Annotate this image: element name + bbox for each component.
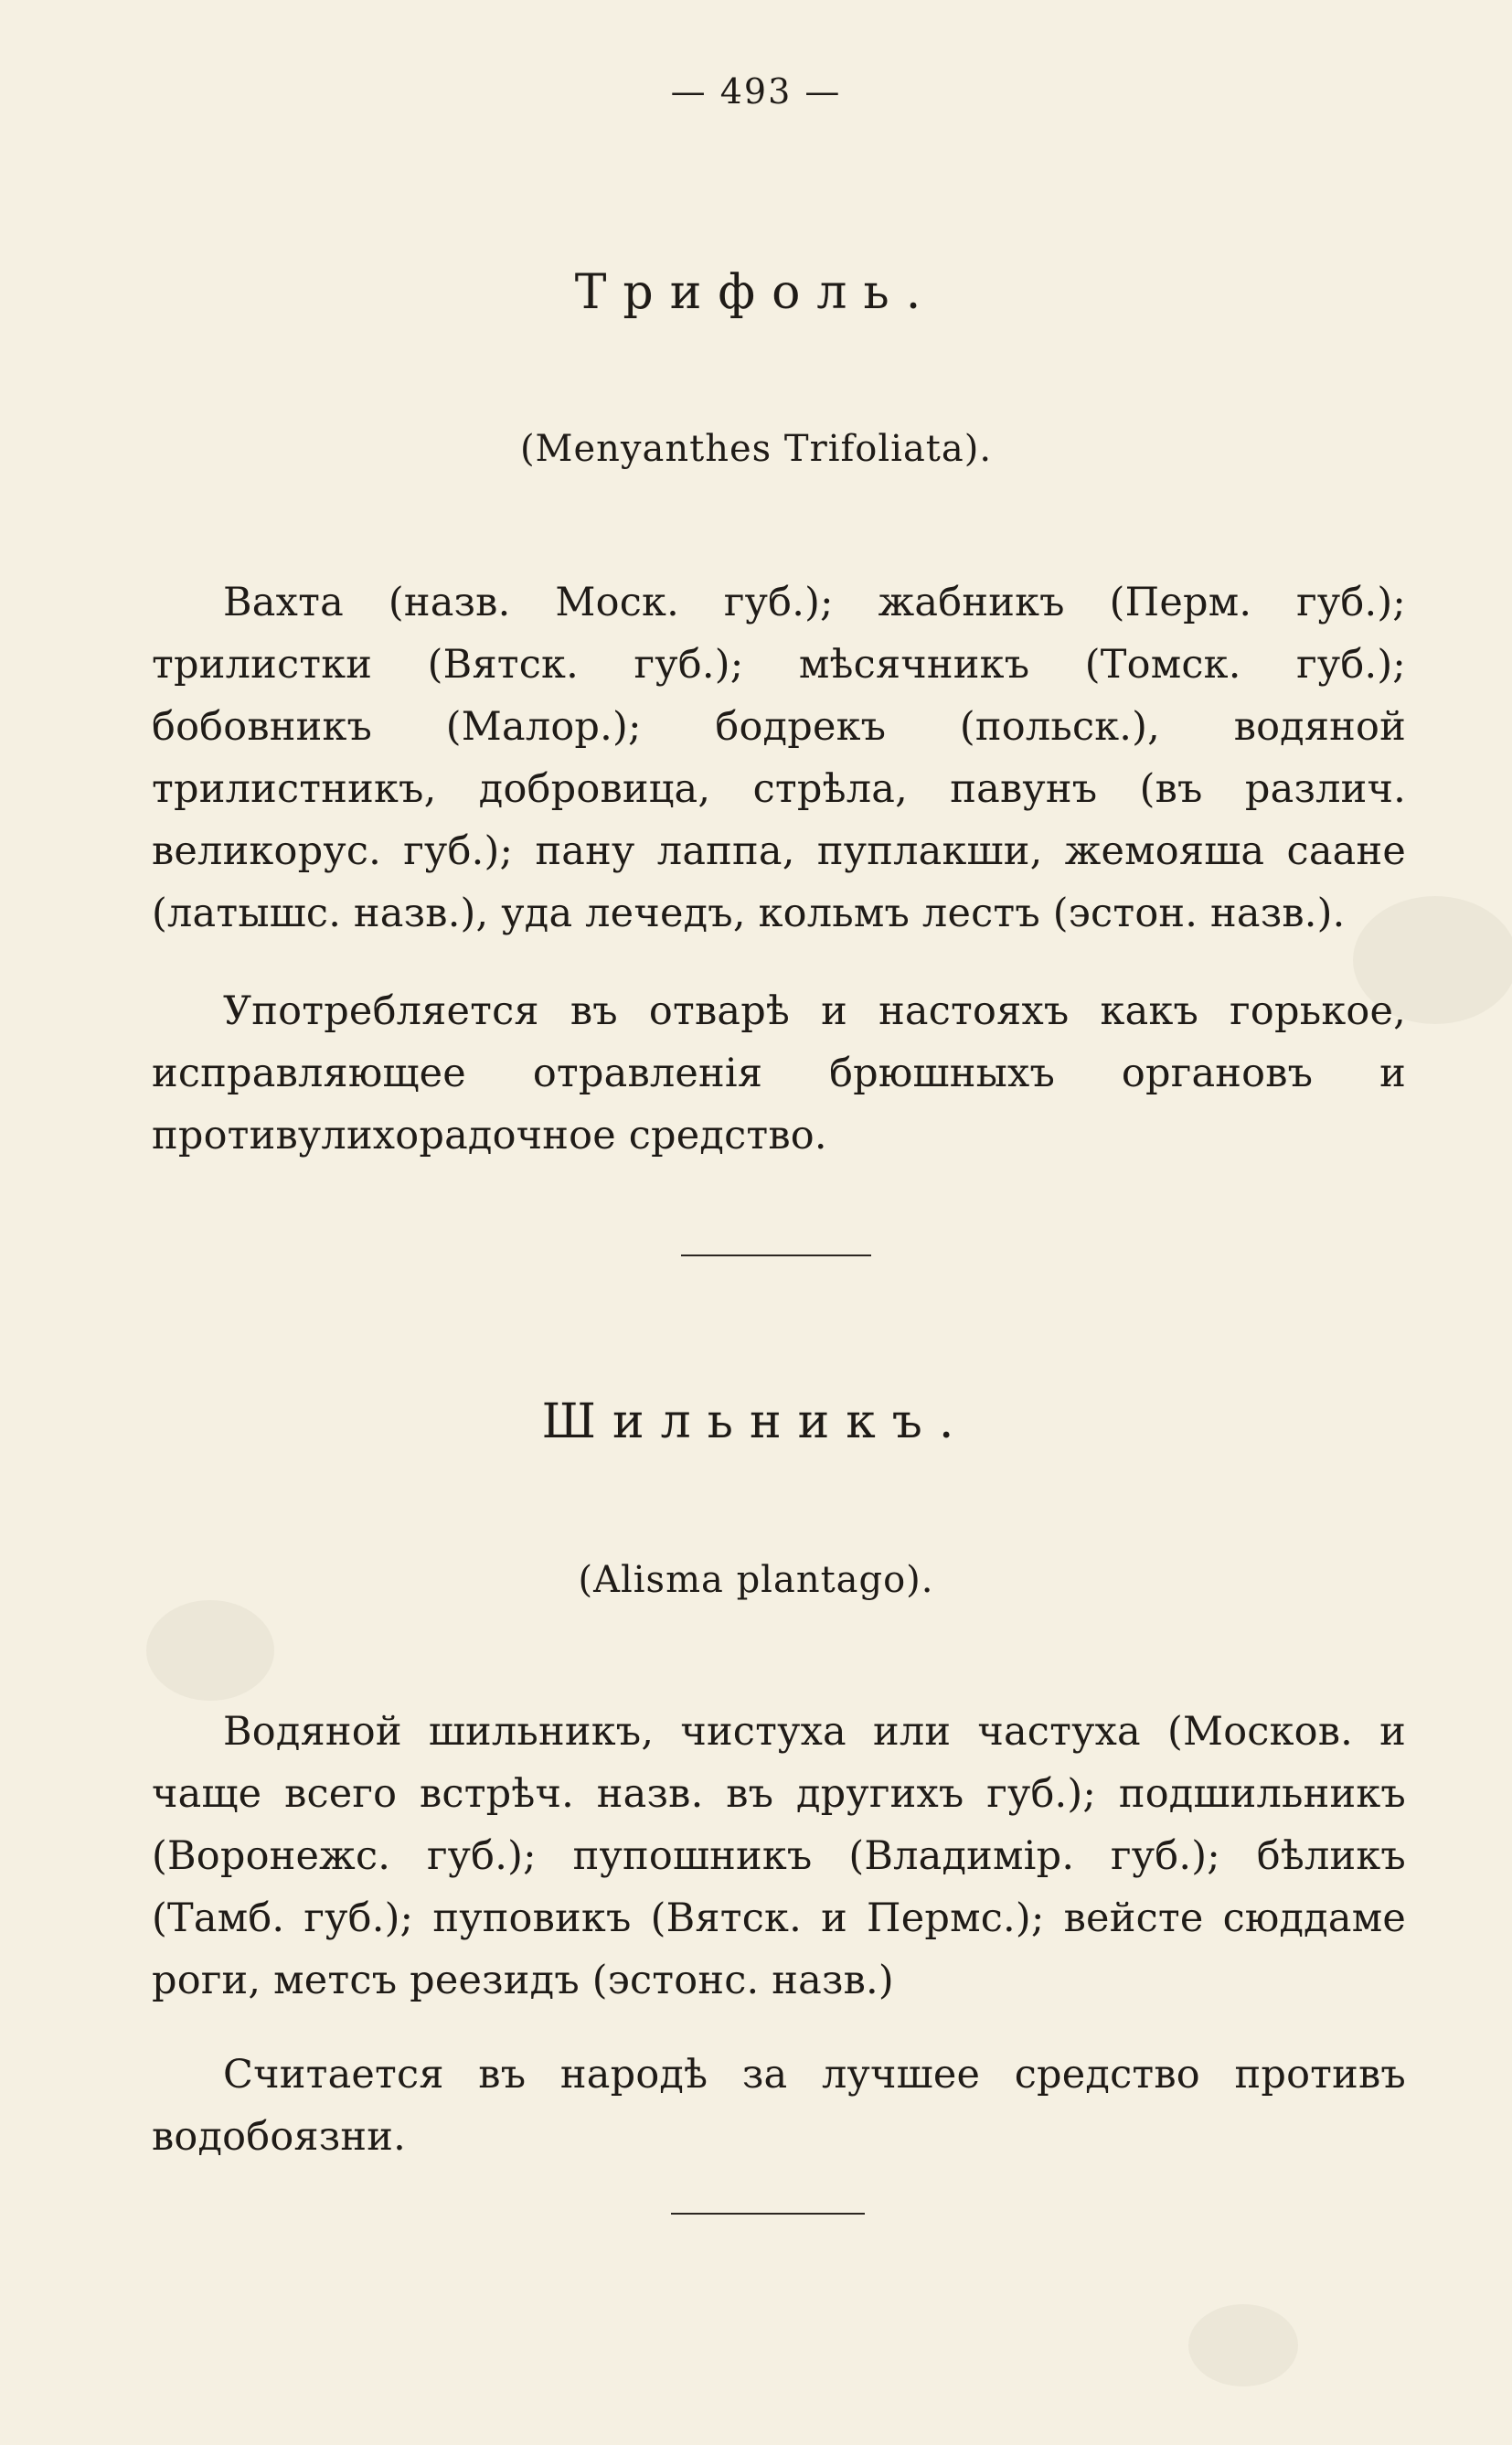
paper-stain (1188, 2304, 1298, 2386)
page-number: — 493 — (670, 71, 842, 112)
latin-name-shilnik: (Alisma plantago). (578, 1559, 934, 1601)
section-paragraph-usage: Употребляется въ отварѣ и настояхъ какъ горькое, исправляющее отравленія брюшныхъ органовъ и противулихорадочное средство. (152, 988, 1406, 1158)
section-paragraph-names: Водяной шильникъ, чистуха или частуха (Москов. и чаще всего встрѣч. назв. въ другихъ губ.); подшильникъ (Воронежс. губ.); пупошникъ (Владимір. губ.); бѣликъ (Тамб. губ.); пуповикъ (Вятск. и Пермс.); вейсте сюддаме роги, метсъ реезидъ (эстонс. назв.) (152, 1709, 1406, 2003)
section-paragraph-usage: Считается въ народѣ за лучшее средство противъ водобоязни. (152, 2052, 1406, 2160)
latin-name-trifol: (Menyanthes Trifoliata). (519, 428, 993, 470)
section-title-trifol: Трифоль. (574, 265, 938, 320)
section-title-shilnik: Шильникъ. (541, 1394, 971, 1449)
section-paragraph-names: Вахта (назв. Моск. губ.); жабникъ (Перм. губ.); трилистки (Вятск. губ.); мѣсячникъ (Томск. губ.); бобовникъ (Малор.); бодрекъ (польск.), водяной трилистникъ, добровица, стрѣла, павунъ (въ различ. великорус. губ.); пану лаппа, пуплакши, жемояша саане (латышс. назв.), уда лечедъ, кольмъ лестъ (эстон. назв.). (152, 580, 1406, 936)
end-divider (671, 2213, 865, 2215)
paper-stain (146, 1600, 274, 1701)
section-divider (681, 1255, 871, 1256)
